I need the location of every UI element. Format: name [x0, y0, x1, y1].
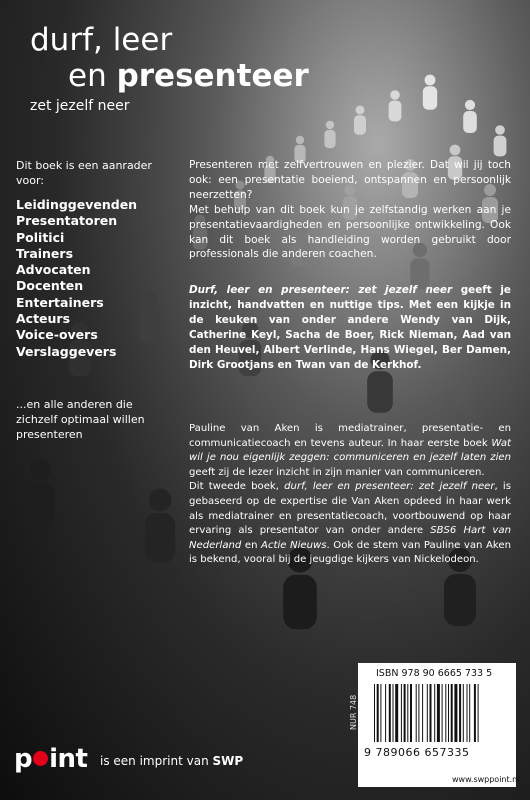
imprint-line: is een imprint van SWP: [100, 754, 244, 768]
barcode: [372, 682, 510, 746]
barcode-number: 9 789066 657335: [364, 746, 470, 759]
crowd-figure-body: [283, 575, 317, 630]
barcode-bar: [395, 684, 398, 742]
book-title-line2: en presenteer: [68, 58, 309, 94]
nur-code: NUR 748: [349, 694, 358, 730]
barcode-bar: [418, 684, 419, 742]
crowd-figure-body: [444, 574, 476, 626]
barcode-bar: [474, 684, 476, 742]
barcode-bar: [437, 684, 440, 742]
intro-paragraph: Presenteren met zelfvertrouwen en plezier. Dat wil jij toch ook: een presentatie boeiend, ontspannen en persoonlijk neerzetten? Met behulp van dit boek kun je zelfstandig werken aan je presentatievaardigheden en persoonlijke ontwikkeling. Ook kan dit boek als handleiding worden gebruikt door professionals die anderen coachen.: [189, 159, 511, 261]
barcode-bar: [427, 684, 428, 742]
audience-item: Entertainers: [16, 294, 104, 310]
audience-list: [16, 197, 137, 360]
barcode-bar: [469, 684, 470, 742]
crowd-figure-body: [423, 86, 437, 109]
book-title-bold: presenteer: [116, 58, 309, 94]
isbn-label: ISBN 978 90 6665 733 5: [376, 668, 493, 679]
author-paragraph: Pauline van Aken is mediatrainer, presentatie- en communicatiecoach en tevens auteur. In haar eerste boek Wat wil je nou eigenlijk zeggen: communiceren en jezelf laten zien geeft zij de lezer inzicht in zijn manier van communiceren. Dit tweede boek, durf, leer en presenteer: zet jezelf neer, is gebaseerd op de expertise die Van Aken opdeed in haar werk als mediatrainer en presentatiecoach, voortbouwend op haar ervaring als presentator van onder andere SBS6 Hart van Nederland en Actie Nieuws. Ook de stem van Pauline van Aken is bekend, vooral bij de jeugdige kijkers van Nickelodeon.: [189, 423, 511, 566]
point-logo: p int: [14, 744, 88, 774]
audience-item: Acteurs: [16, 311, 71, 327]
audience-item: Politici: [16, 229, 65, 245]
barcode-bar: [442, 684, 443, 742]
crowd-figure-head: [142, 292, 158, 308]
barcode-bar: [454, 684, 457, 742]
audience-item: Presentatoren: [16, 213, 118, 229]
crowd-figure-head: [326, 121, 334, 129]
barcode-bar: [445, 684, 446, 742]
barcode-bar: [380, 684, 381, 742]
barcode-bar: [451, 684, 453, 742]
crowd-figure-head: [29, 459, 51, 481]
contents-paragraph: Durf, leer en presenteer: zet jezelf neer geeft je inzicht, handvatten en nuttige tips. Met een kijkje in de keuken van onder andere Wendy van Dijk, Catherine Keyl, Sacha de Boer, Rick Nieman, Aad van den Heuvel, Albert Verlinde, Hans Wiegel, Ber Damen, Dirk Grootjans en Twan van de Kerkhof.: [189, 284, 511, 371]
audience-item: Trainers: [16, 245, 74, 261]
crowd-figure-body: [26, 483, 55, 530]
crowd-figure-body: [145, 513, 175, 562]
crowd-figure-head: [425, 75, 436, 86]
book-title-line1: durf, leer: [30, 22, 173, 58]
barcode-bar: [374, 684, 375, 742]
barcode-bar: [401, 684, 402, 742]
crowd-figure-head: [296, 136, 304, 144]
barcode-bar: [448, 684, 449, 742]
crowd-figure-head: [465, 100, 475, 110]
crowd-figure-body: [389, 101, 402, 122]
barcode-bar: [478, 684, 479, 742]
barcode-bar: [467, 684, 468, 742]
audience-item: Advocaten: [16, 262, 91, 278]
barcode-bar: [410, 684, 412, 742]
barcode-bar: [393, 684, 394, 742]
barcode-bar: [463, 684, 464, 742]
crowd-figure-head: [149, 489, 172, 512]
audience-item: Docenten: [16, 278, 84, 294]
crowd-figure-body: [367, 371, 393, 413]
swp-logo: SWP: [212, 754, 244, 768]
crowd-figure-body: [463, 111, 477, 133]
barcode-bar: [422, 684, 423, 742]
audience-item: Leidinggevenden: [16, 197, 138, 212]
crowd-figure-head: [390, 90, 400, 100]
barcode-bar: [404, 684, 406, 742]
barcode-bar: [430, 684, 432, 742]
audience-intro: Dit boek is een aanrader voor:: [16, 159, 152, 187]
crowd-figure-body: [354, 115, 366, 135]
crowd-figure-head: [450, 145, 461, 156]
crowd-figure-head: [495, 125, 505, 135]
barcode-bar: [385, 684, 386, 742]
audience-item: Voice-overs: [16, 327, 98, 343]
logo-red-dot: [33, 751, 48, 766]
crowd-figure-body: [324, 130, 335, 148]
audience-item: Verslaggevers: [16, 343, 117, 359]
barcode-bar: [377, 684, 379, 742]
barcode-bar: [459, 684, 461, 742]
website-url: www.swppoint.nl: [452, 775, 520, 784]
barcode-bar: [389, 684, 391, 742]
book-subtitle: zet jezelf neer: [30, 98, 130, 114]
barcode-bar: [434, 684, 435, 742]
crowd-figure-head: [356, 106, 365, 115]
crowd-figure-body: [140, 309, 161, 343]
audience-others: ...en alle anderen die zichzelf optimaal willen presenteren: [16, 398, 145, 441]
barcode-bar: [416, 684, 417, 742]
crowd-figure-body: [494, 136, 507, 157]
barcode-bar: [407, 684, 408, 742]
